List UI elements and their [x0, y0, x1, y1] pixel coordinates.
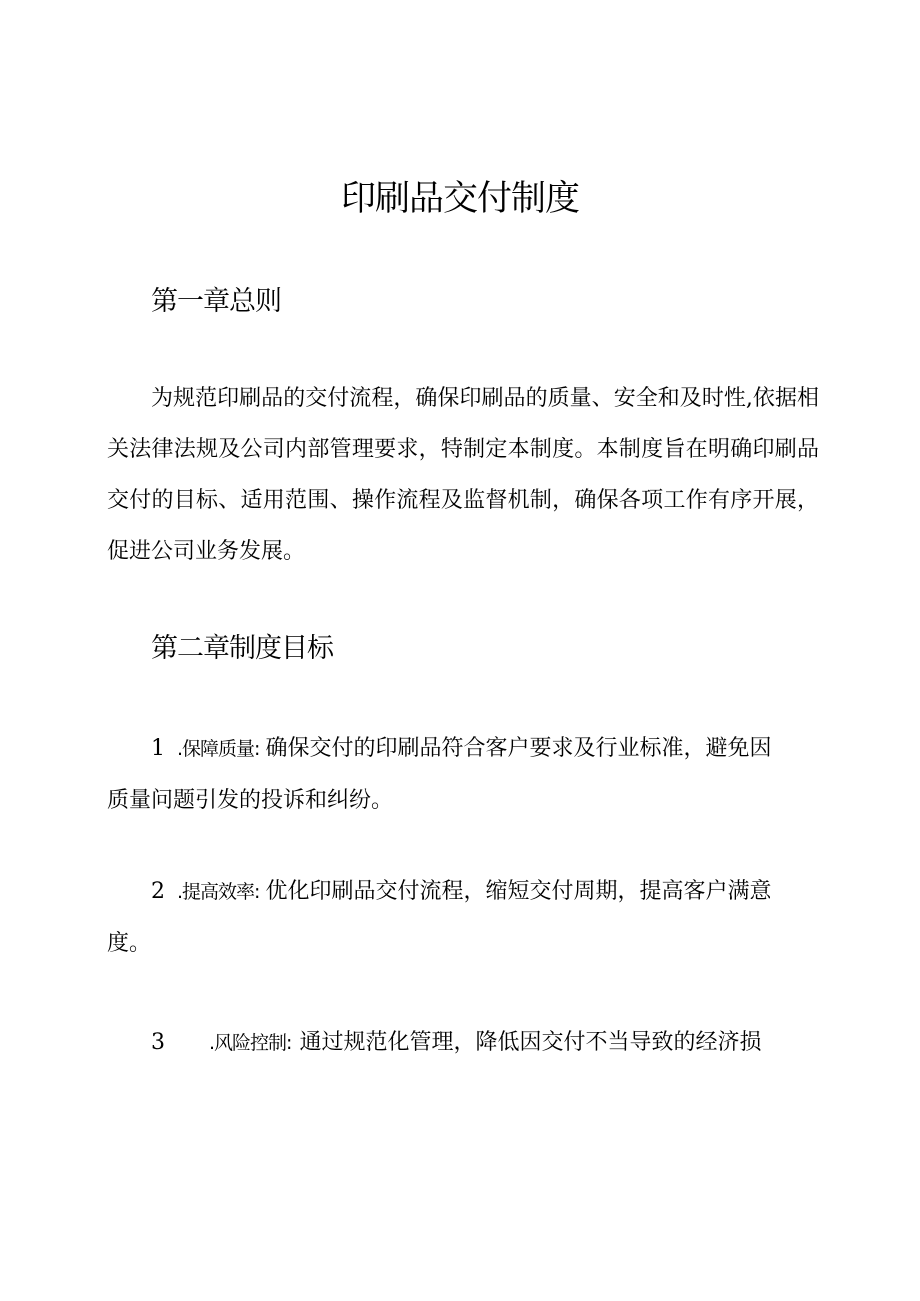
goal-item-efficiency — [107, 866, 819, 969]
goal-item-text: 通过规范化管理，降低因交付不当导致的经济损 — [299, 1030, 762, 1055]
goal-item-label: .提高效率: — [177, 881, 260, 903]
goal-item-number: 2 — [151, 879, 165, 904]
goal-item-first-line — [107, 723, 819, 775]
goal-item-quality — [107, 723, 819, 826]
chapter-2-heading: 第二章制度目标 — [151, 633, 333, 664]
goal-item-risk — [107, 1017, 819, 1069]
goal-item-text: 优化印刷品交付流程，缩短交付周期，提高客户满意 — [265, 879, 772, 904]
goal-item-continuation: 度。 — [107, 931, 152, 956]
chapter-1-paragraph: 为规范印刷品的交付流程，确保印刷品的质量、安全和及时性,依据相关法律法规及公司内部管理要求，特制定本制度。本制度旨在明确印刷品交付的目标、适用范围、操作流程及监督机制，确保各项工作有序开展，促进公司业务发展。 — [107, 386, 819, 564]
chapter-1-heading: 第一章总则 — [151, 286, 281, 317]
goal-item-number: 1 — [151, 736, 165, 761]
page-title: 印刷品交付制度 — [340, 179, 579, 219]
goal-item-continuation: 质量问题引发的投诉和纠纷。 — [107, 788, 394, 813]
goal-item-label: .风险控制: — [209, 1032, 292, 1054]
goal-item-label: .保障质量: — [177, 738, 260, 760]
goal-item-first-line — [107, 866, 819, 918]
goal-item-number: 3 — [151, 1030, 165, 1055]
goal-item-first-line — [107, 1017, 819, 1069]
goal-item-text: 确保交付的印刷品符合客户要求及行业标准，避免因 — [265, 736, 772, 761]
